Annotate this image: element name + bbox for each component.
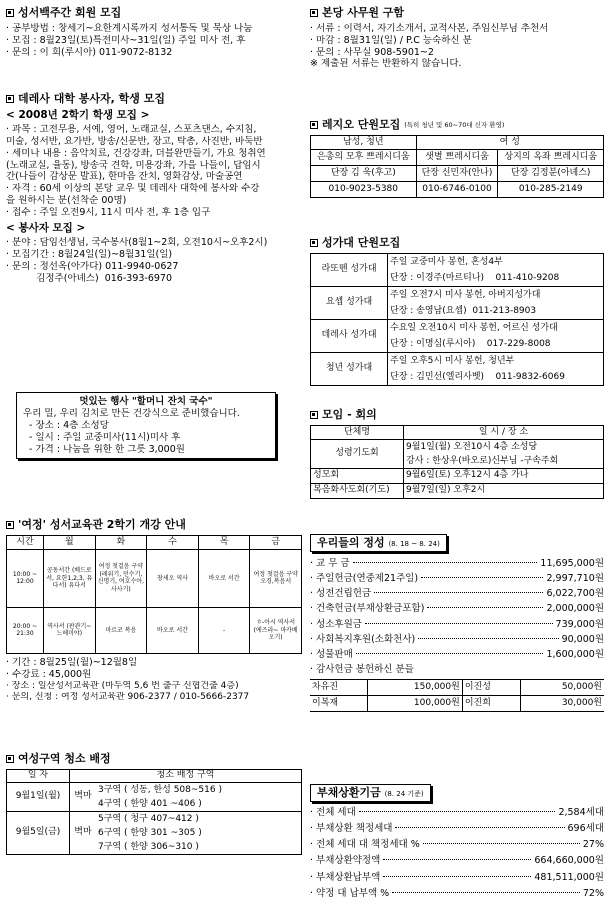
event-title: 멋있는 행사 "할머니 잔치 국수" <box>79 396 213 407</box>
legio-section <box>310 118 604 198</box>
debt-section <box>310 784 604 902</box>
meeting-section <box>310 408 604 499</box>
table-cell: 단장 신민자(안나) <box>416 165 498 181</box>
notice-line: · 문의 : 정선옥(아가다) 011-9940-0627 <box>6 260 179 272</box>
offering-row: · 주일헌금(연중제21주일) 2,997,710원 <box>310 572 604 584</box>
notice-line: · 공부방법 : 창세기~요한계시록까지 성서통독 및 묵상 나눔 <box>6 22 253 34</box>
table-cell: 9월5일(금) <box>7 811 70 854</box>
notice-line: · 마감 : 8월31일(일) / P.C 능숙하신 분 <box>310 34 472 46</box>
table-cell: 20:00 ~ 21:30 <box>7 607 44 653</box>
notice-line: · 문의 : 이 희(루시아) 011-9072-8132 <box>6 46 173 58</box>
debt-row: · 부채상환약정액 664,660,000원 <box>310 855 604 867</box>
table-cell: 010-9023-5380 <box>311 181 417 197</box>
table-cell: 010-285-2149 <box>498 181 604 197</box>
area-line: 3구역 ( 성동, 한성 508~516 ) <box>98 784 222 795</box>
period-label: (8. 24 기준) <box>384 790 424 798</box>
table-row <box>7 782 302 811</box>
table-row <box>311 439 604 468</box>
meeting-line: 강사 : 한상우(바오로)신부님 -구속주회 <box>406 455 559 466</box>
debt-row: · 부채상환납부액 481,511,000원 <box>310 871 604 883</box>
choir-line: 수요일 오전10시 미사 봉헌, 어르신 성가대 <box>390 322 558 333</box>
debt-row: · 전체 세대 2,584세대 <box>310 806 604 818</box>
noodle-event-box <box>16 392 276 459</box>
subheading: < 2008년 2학기 학생 모집 > <box>6 108 150 121</box>
choir-section <box>310 236 604 386</box>
table-cell: 공동서간 (베드로서, 요한1,2,3, 유다서) 유다서 <box>44 549 96 607</box>
square-bullet-icon <box>310 121 318 129</box>
debt-row: · 전체 세대 대 책정세대 % 27% <box>310 839 604 851</box>
section-note: (특히 청년 및 60~70대 신자 환영) <box>404 120 505 129</box>
notice-line: · 기간 : 8월25일(월)~12월8일 <box>6 656 138 668</box>
notice-line: 김정주(아녜스) 016-393-6970 <box>6 272 173 284</box>
square-bullet-icon <box>310 9 318 17</box>
area-line: 5구역 ( 청구 407~412 ) <box>98 813 199 824</box>
area-line: 7구역 ( 한양 306~310 ) <box>98 841 199 852</box>
section-title: 데레사 대학 봉사자, 학생 모집 <box>18 92 166 105</box>
area-line: 6구역 ( 한양 301 ~305 ) <box>98 827 202 838</box>
table-cell: 9월1일(월) <box>7 782 70 811</box>
square-bullet-icon <box>310 239 318 247</box>
square-bullet-icon <box>310 411 318 419</box>
table-header: 목 <box>198 535 250 549</box>
debt-row: · 약정 대 납부액 % 72% <box>310 887 604 899</box>
square-bullet-icon <box>6 9 14 17</box>
notice-line: · 문의, 신청 : 여정 성서교육관 906-2377 / 010-5666-2377 <box>6 691 250 702</box>
table-cell: 청년 성가대 <box>311 352 388 385</box>
notice-line: 미술, 성서반, 요가반, 방송/신문반, 장고, 탁총, 사진반, 바둑반 <box>6 135 263 147</box>
debt-row: · 부채상환 책정세대 696세대 <box>310 822 604 834</box>
table-header: 금 <box>250 535 302 549</box>
table-row <box>311 253 604 286</box>
table-row <box>7 607 302 653</box>
table-row <box>311 483 604 498</box>
table-header: 화 <box>95 535 147 549</box>
choir-line: 단장 : 김민선(엘리사벳) 011-9832-6069 <box>390 371 565 382</box>
donation-label: · 감사헌금 봉헌하신 분들 <box>310 664 414 676</box>
legio-table <box>310 135 604 198</box>
meeting-line: 9월1일(월) 오전10시 4층 소성당 <box>406 441 538 452</box>
table-header: 단체명 <box>311 425 404 439</box>
table-cell: 여정 첫걸음 구약 오경,복음서 <box>250 549 302 607</box>
notice-line: · 서류 : 이력서, 자기소개서, 교적사본, 주임신부님 추천서 <box>310 22 549 34</box>
section-title: '여정' 성서교육관 2학기 개강 안내 <box>18 518 186 531</box>
notice-line: · 모집기간 : 8월24일(일)~8월31일(일) <box>6 248 173 260</box>
notice-line: · 수강료 : 45,000원 <box>6 668 92 680</box>
meeting-line: 9월7일(일) 오후2시 <box>404 483 604 498</box>
table-cell: ㅎ-아시 역사서 (에즈라~ 마카베오기) <box>250 607 302 653</box>
notice-line: ※ 제출된 서류는 반환하지 않습니다. <box>310 58 462 70</box>
area-line: 4구역 ( 한양 401 ~406 ) <box>98 798 202 809</box>
table-cell: - <box>198 607 250 653</box>
offering-row: · 성물판매 1,600,000원 <box>310 648 604 660</box>
event-line: - 장소 : 4층 소성당 <box>23 419 109 431</box>
section-title: 본당 사무원 구함 <box>322 6 405 19</box>
notice-line: 간(나들이 감상문 발표), 한마음 잔치, 영화감상, 마술공연 <box>6 171 243 183</box>
table-cell: 은총의 모후 쁘레시디움 <box>311 149 417 165</box>
notice-line: · 문의 : 사무실 908-5901~2 <box>310 46 434 58</box>
table-row: 이복재 100,000원 이진희 30,000원 <box>310 696 604 712</box>
table-cell: 10:00 ~ 12:00 <box>7 549 44 607</box>
choir-line: 단장 : 이경주(마르티나) 011-410-9208 <box>390 272 560 283</box>
table-cell: 단장 김 욱(후고) <box>311 165 417 181</box>
yeojeong-section <box>6 518 302 703</box>
choir-table <box>310 253 604 386</box>
table-cell: 마르코 복음 <box>95 607 147 653</box>
square-bullet-icon <box>6 755 14 763</box>
donation-table <box>310 679 604 712</box>
section-title: 우리들의 정성 <box>317 536 385 549</box>
notice-line: · 장소 : 일산성서교육관 (마두역 5,6 번 출구 신협건출 4층) <box>6 680 239 691</box>
office-section <box>310 6 604 70</box>
table-cell: 성모회 <box>311 468 404 483</box>
notice-line: (노래교실, 율동), 방송국 견학, 미용강좌, 가을 나들이, 답임시 <box>6 159 261 171</box>
meeting-line: 9월6일(토) 오후12시 4층 가나 <box>404 468 604 483</box>
choir-line: 단장 : 송영남(요셉) 011-213-8903 <box>390 305 537 316</box>
table-cell: 데레사 성가대 <box>311 319 388 352</box>
table-cell: 벽마 <box>70 811 97 854</box>
table-cell: 요셉 성가대 <box>311 286 388 319</box>
cleaning-table <box>6 769 302 855</box>
table-row <box>7 811 302 854</box>
table-header: 월 <box>44 535 96 549</box>
bible-week-section <box>6 6 302 58</box>
offering-row: · 건축헌금(부채상환금포함) 2,000,000원 <box>310 603 604 615</box>
notice-line: 을 원하시는 분(선착순 00명) <box>6 195 127 207</box>
offering-section <box>310 534 604 712</box>
table-cell: 바오로 서간 <box>198 549 250 607</box>
event-line: - 일시 : 주일 교중미사(11시)미사 후 <box>23 431 181 443</box>
notice-line: · 자격 : 60세 이상의 본당 교우 및 데레사 대학에 봉사와 수강 <box>6 183 260 195</box>
section-title: 모임 - 회의 <box>322 408 377 421</box>
table-row <box>311 165 604 181</box>
table-row <box>311 286 604 319</box>
offering-row: · 성소후원금 739,000원 <box>310 618 604 630</box>
teresa-section <box>6 92 302 285</box>
table-cell: 상지의 옥좌 쁘레시디움 <box>498 149 604 165</box>
table-row <box>311 352 604 385</box>
section-title: 성가대 단원모집 <box>322 236 401 249</box>
notice-line: · 과목 : 고전무용, 서예, 영어, 노래교실, 스포츠댄스, 수지침, <box>6 123 257 135</box>
notice-line: · 세미나 내용 : 음악치료, 건강강좌, 더블완만들기, 가요 청취연 <box>6 147 266 159</box>
table-header: 일 자 <box>7 769 70 782</box>
table-cell: 성령기도회 <box>311 439 404 468</box>
table-header: 시간 <box>7 535 44 549</box>
debt-title-tag <box>310 784 431 802</box>
table-row <box>311 181 604 197</box>
table-cell: 바오로 서간 <box>147 607 199 653</box>
table-cell: 여정 첫걸음 구약 (레위기, 민수기, 신명기, 여호수아, 사사기) <box>95 549 147 607</box>
offering-row: · 교 무 금 11,695,000원 <box>310 557 604 569</box>
table-cell: 라또뗀 성가대 <box>311 253 388 286</box>
table-header: 남성, 청년 <box>311 135 417 149</box>
table-row <box>311 149 604 165</box>
table-row <box>311 468 604 483</box>
table-cell: 벽마 <box>70 782 97 811</box>
offering-row: · 사회복지후원(소화천사) 90,000원 <box>310 633 604 645</box>
table-header: 수 <box>147 535 199 549</box>
table-cell: 010-6746-0100 <box>416 181 498 197</box>
section-title: 성서백주간 회원 모집 <box>18 6 122 19</box>
square-bullet-icon <box>6 95 14 103</box>
square-bullet-icon <box>6 521 14 529</box>
table-header: 일 시 / 장 소 <box>404 425 604 439</box>
table-row <box>311 319 604 352</box>
event-line: 우리 밀, 우리 김치로 만든 건강식으로 준비했습니다. <box>23 407 240 419</box>
class-schedule-table <box>6 535 302 654</box>
notice-line: · 모집 : 8월23일(토)특전미사~31일(일) 주일 미사 전, 후 <box>6 34 246 46</box>
meeting-table <box>310 425 604 499</box>
choir-line: 단장 : 이명심(루시아) 017-229-8008 <box>390 338 551 349</box>
choir-line: 주일 오후5시 미사 봉헌, 청년부 <box>390 355 515 366</box>
choir-line: 주일 오전7시 미사 봉헌, 아버지성가대 <box>390 289 541 300</box>
period-label: (8. 18 ~ 8. 24) <box>388 540 440 548</box>
table-cell: 단장 김정분(아녜스) <box>498 165 604 181</box>
offering-title-tag <box>310 534 447 552</box>
notice-line: · 접수 : 주일 오전9시, 11시 미사 전, 후 1층 입구 <box>6 207 211 218</box>
table-header: 청소 배정 구역 <box>70 769 302 782</box>
event-line: - 가격 : 나눔을 위한 한 그릇 3,000원 <box>23 443 185 455</box>
offering-row: · 성전건립헌금 6,022,700원 <box>310 588 604 600</box>
section-title: 레지오 단원모집 <box>322 118 401 131</box>
table-cell: 창세오 역사 <box>147 549 199 607</box>
section-title: 여성구역 청소 배정 <box>18 752 111 765</box>
cleaning-section <box>6 752 302 855</box>
table-cell: 복음화사도회(기도) <box>311 483 404 498</box>
table-row <box>7 549 302 607</box>
choir-line: 주일 교중미사 봉헌, 혼성4부 <box>390 256 503 267</box>
subheading: < 봉사자 모집 > <box>6 221 86 234</box>
table-header: 여 성 <box>416 135 603 149</box>
table-row: 차유진 150,000원 이진성 50,000원 <box>310 680 604 696</box>
table-cell: 샛별 쁘레시디움 <box>416 149 498 165</box>
section-title: 부채상환기금 <box>317 786 381 799</box>
notice-line: · 분야 : 담임선생님, 국수봉사(8월1~2회, 오전10시~오후2시) <box>6 237 268 248</box>
table-cell: 역사서 (판관기~ 느헤미야) <box>44 607 96 653</box>
